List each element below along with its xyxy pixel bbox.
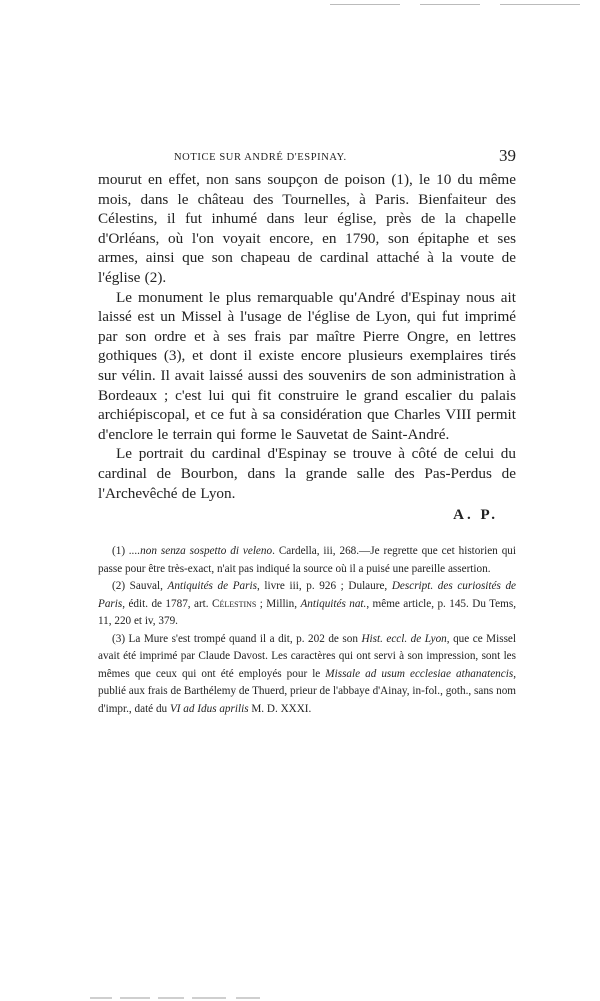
footnotes <box>98 543 516 718</box>
bottom-edge-mark <box>90 997 112 999</box>
body-paragraph: Le portrait du cardinal d'Espinay se trouve à côté de celui du cardinal de Bourbon, dans la grande salle des Pas-Perdus de l'Archevêché de Lyon. <box>98 445 516 502</box>
body-paragraph: mourut en effet, non sans soupçon de poison (1), le 10 du même mois, dans le château des Tournelles, à Paris. Bienfaiteur des Célestins, il fut inhumé dans leur église, près de la chapelle d'Orléans, où l'on voyait encore, en 1790, son épitaphe et ses armes, ainsi que son chapeau de cardinal attaché à la voute de l'église (2). <box>98 171 516 286</box>
bottom-edge-mark <box>120 997 150 999</box>
top-edge-rule <box>330 4 400 5</box>
top-edge-rule <box>420 4 480 5</box>
footnote-2: (2) Sauval, Antiquités de Paris, livre iii, p. 926 ; Dulaure, Descript. des curiosités de Paris, édit. de 1787, art. Célestins ; Millin, Antiquités nat., même article, p. 145. Du Tems, 11, 220 et iv, 379. <box>98 580 517 628</box>
author-signature: A. P. <box>453 507 498 524</box>
running-head <box>98 146 516 170</box>
footnote-1: (1) ....non senza sospetto di veleno. Cardella, iii, 268.—Je regrette que cet historien qui passe pour être très-exact, n'ait pas indiqué la source où il a puisé une pareille assertion. <box>98 545 516 575</box>
bottom-edge-mark <box>158 997 184 999</box>
bottom-edge-mark <box>192 997 226 999</box>
footnote-3: (3) La Mure s'est trompé quand il a dit, p. 202 de son Hist. eccl. de Lyon, que ce Missel avait été imprimé par Claude Davost. Les caractères qui ont servi à son impression, sont les mêmes que ceux qui ont été employés pour le Missale ad usum ecclesiae athanatencis, publié aux frais de Barthélemy de Thuerd, prieur de l'abbaye d'Ainay, in-fol., goth., sans nom d'impr., daté du VI ad Idus aprilis M. D. XXXI. <box>98 632 516 715</box>
bottom-edge-marks <box>0 995 600 1001</box>
page-number: 39 <box>499 146 516 165</box>
bottom-edge-mark <box>236 997 260 999</box>
page-content <box>98 146 516 718</box>
running-title: NOTICE SUR ANDRÉ D'ESPINAY. <box>174 152 347 163</box>
body-paragraph: Le monument le plus remarquable qu'André d'Espinay nous ait laissé est un Missel à l'usage de l'église de Lyon, qui fut imprimé par son ordre et à ses frais par maître Pierre Ongre, en lettres gothiques (3), et dont il existe encore plusieurs exemplaires tirés sur vélin. Il avait laissé aussi des souvenirs de son administration à Bordeaux ; c'est lui qui fit construire le grand escalier du palais archiépiscopal, et ce fut à sa considération que Charles VIII permit d'enclore le terrain qui forme le Sauvetat de Saint-André. <box>98 288 516 443</box>
top-edge-rule <box>500 4 580 5</box>
